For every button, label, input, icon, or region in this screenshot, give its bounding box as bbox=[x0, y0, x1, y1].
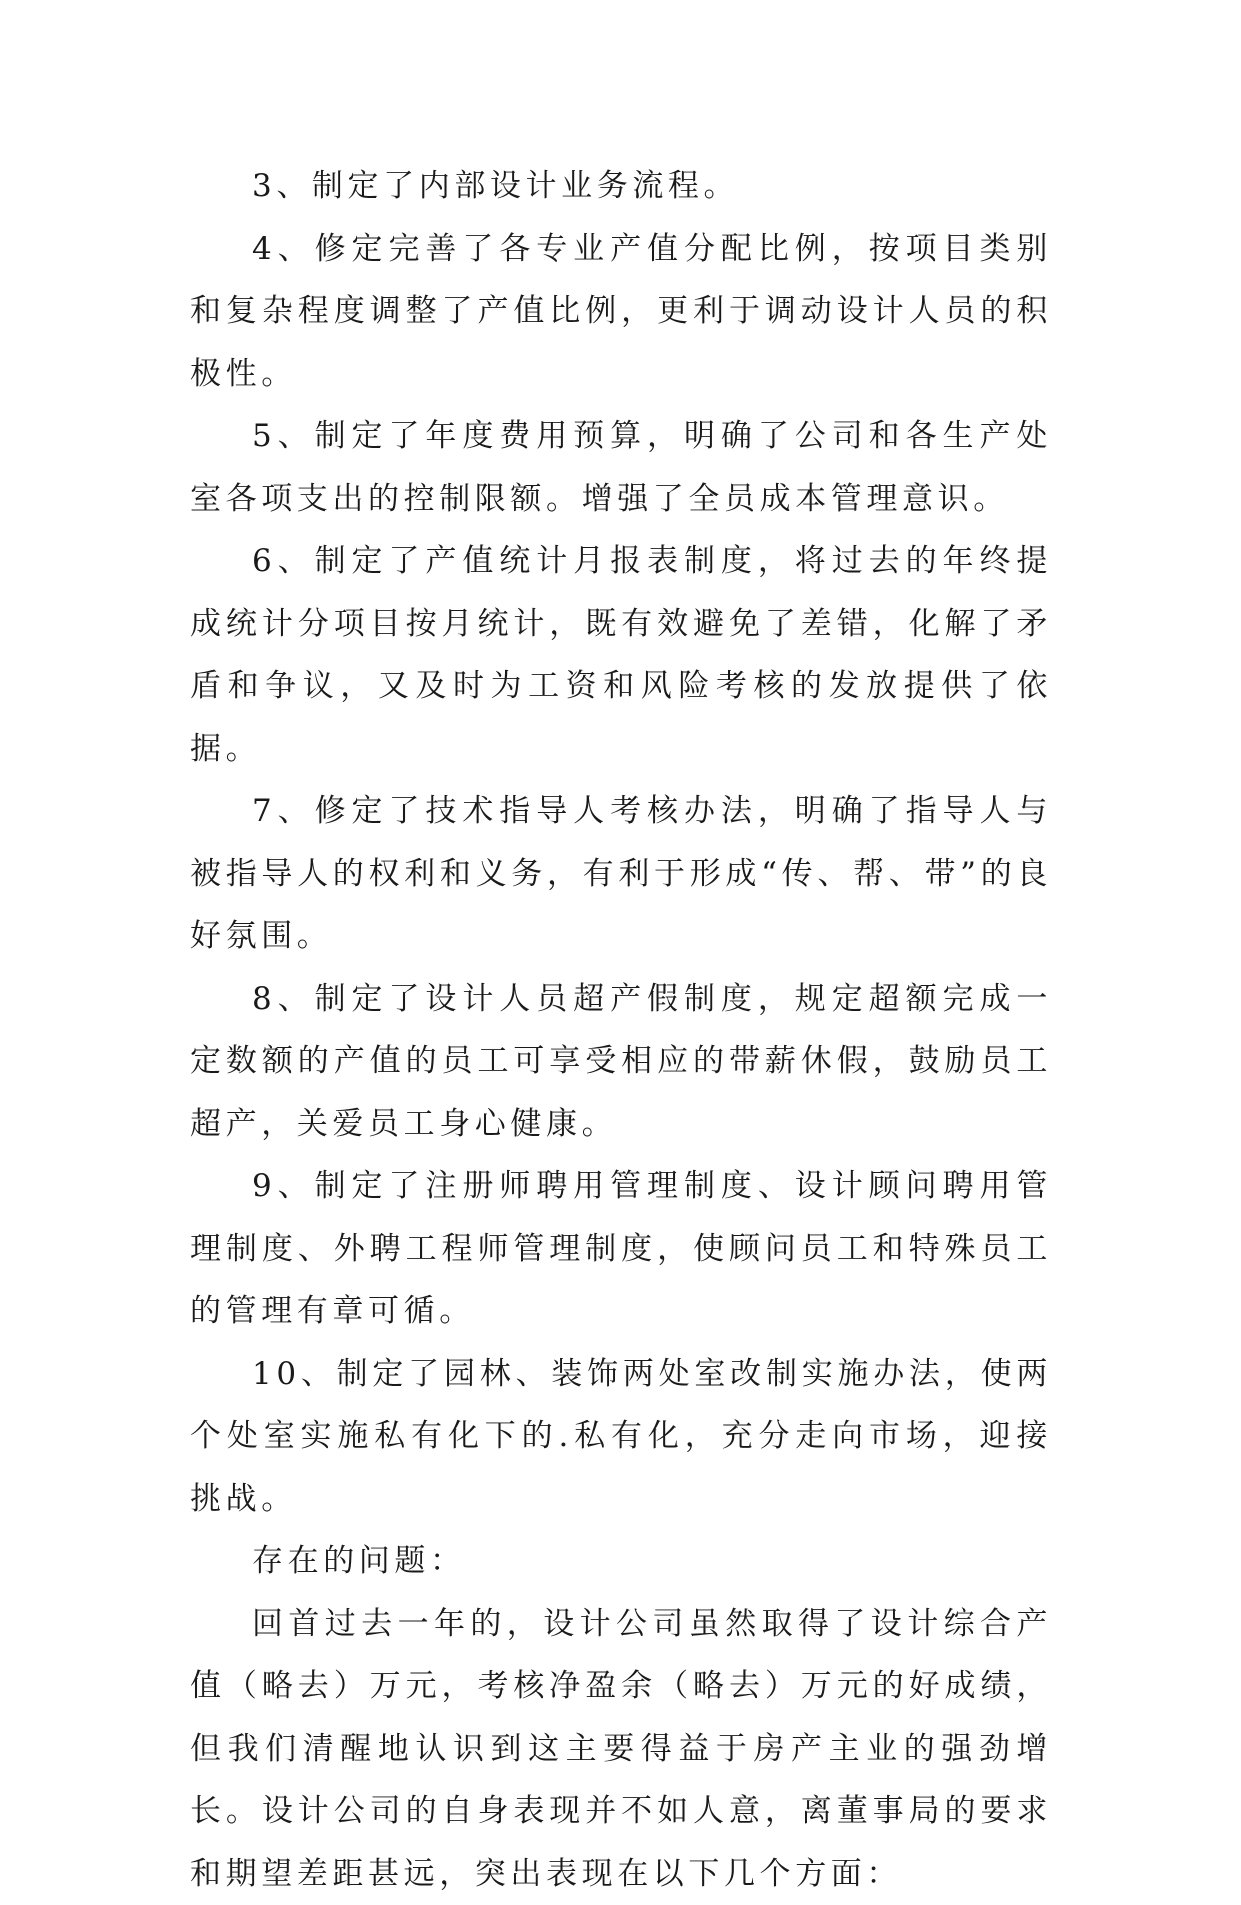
document-body bbox=[190, 155, 1052, 1905]
paragraph-item-7: 7、修定了技术指导人考核办法，明确了指导人与被指导人的权利和义务，有利于形成“传、帮、带”的良好氛围。 bbox=[190, 780, 1052, 968]
paragraph-item-8: 8、制定了设计人员超产假制度，规定超额完成一定数额的产值的员工可享受相应的带薪休假，鼓励员工超产，关爱员工身心健康。 bbox=[190, 968, 1052, 1156]
section-heading-problems: 存在的问题： bbox=[190, 1530, 1052, 1593]
paragraph-item-9: 9、制定了注册师聘用管理制度、设计顾问聘用管理制度、外聘工程师管理制度，使顾问员工和特殊员工的管理有章可循。 bbox=[190, 1155, 1052, 1343]
paragraph-item-10: 10、制定了园林、装饰两处室改制实施办法，使两个处室实施私有化下的.私有化，充分走向市场，迎接挑战。 bbox=[190, 1343, 1052, 1531]
paragraph-item-4: 4、修定完善了各专业产值分配比例，按项目类别和复杂程度调整了产值比例，更利于调动设计人员的积极性。 bbox=[190, 218, 1052, 406]
paragraph-item-5: 5、制定了年度费用预算，明确了公司和各生产处室各项支出的控制限额。增强了全员成本管理意识。 bbox=[190, 405, 1052, 530]
paragraph-item-3: 3、制定了内部设计业务流程。 bbox=[190, 155, 1052, 218]
paragraph-review: 回首过去一年的，设计公司虽然取得了设计综合产值（略去）万元，考核净盈余（略去）万元的好成绩，但我们清醒地认识到这主要得益于房产主业的强劲增长。设计公司的自身表现并不如人意，离董事局的要求和期望差距甚远，突出表现在以下几个方面： bbox=[190, 1593, 1052, 1905]
paragraph-item-6: 6、制定了产值统计月报表制度，将过去的年终提成统计分项目按月统计，既有效避免了差错，化解了矛盾和争议，又及时为工资和风险考核的发放提供了依据。 bbox=[190, 530, 1052, 780]
